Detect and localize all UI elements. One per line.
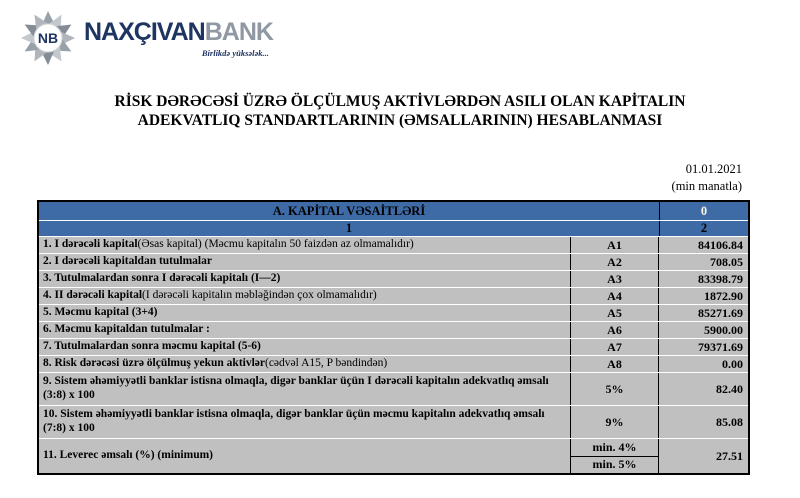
row-label-rest: (I dərəcəli kapitalın məbləğindən çox olmamalıdır) [142,289,377,302]
row-label [39,356,570,372]
table-row [39,322,748,338]
table-row [39,339,748,355]
report-meta [672,161,742,195]
page-title-line1: RİSK DƏRƏCƏSİ ÜZRƏ ÖLÇÜLMUŞ AKTİVLƏRDƏN ASILI OLAN KAPİTALIN [114,93,686,110]
table-row [39,356,748,372]
row-code: A8 [570,356,658,372]
bank-logo-text [84,20,273,58]
row-label [39,406,570,438]
row-label-rest: (Əsas kapital) (Məcmu kapitalın 50 faizdən az olmamalıdır) [137,238,414,251]
row-label [39,305,570,321]
bank-monogram: NB [37,30,59,46]
table-row-leverage [39,439,748,473]
page-title-line2: ADEKVATLIQ STANDARTLARININ (ƏMSALLARININ) HESABLANMASI [137,112,663,129]
row-value: 0.00 [658,356,748,372]
row-label-bold: 10. Sistem əhəmiyyətli banklar istisna olmaqla, digər banklar üçün məcmu kapitalın adekvatlıq əmsalı (7:8) x 100 [43,408,545,434]
column-number-left: 1 [345,221,353,235]
row-label [39,254,570,270]
bank-tagline: Birlikdə yüksələk... [201,48,269,58]
table-row [39,254,748,270]
row-code: 9% [570,406,658,438]
page-title [40,92,760,130]
row-code: A5 [570,305,658,321]
row-value: 79371.69 [658,339,748,355]
table-row [39,406,748,438]
section-header-label: A. KAPİTAL VƏSAİTLƏRİ [272,203,426,218]
report-date: 01.01.2021 [685,162,742,176]
section-header-code: 0 [659,202,748,220]
leverage-min-bottom: min. 5% [571,456,658,474]
table-row [39,237,748,253]
row-code: A2 [570,254,658,270]
row-label [39,237,570,253]
report-unit: (min manatla) [671,179,742,193]
leverage-min-top: min. 4% [592,439,637,454]
row-label-bold: 9. Sistem əhəmiyyətli banklar istisna olmaqla, digər banklar üçün I dərəcəli kapitalın adekvatlıq əmsalı (3:8) x 100 [43,375,549,401]
row-label [39,322,570,338]
row-label [39,339,570,355]
capital-table [37,200,750,475]
row-label-bold: 3. Tutulmalardan sonra I dərəcəli kapitalı (I—2) [43,272,281,285]
row-label-bold: 11. Leverec əmsalı (%) (minimum) [43,449,214,462]
row-value: 85271.69 [658,305,748,321]
row-label-bold: 2. I dərəcəli kapitaldan tutulmalar [43,255,212,268]
row-label-bold: 6. Məcmu kapitaldan tutulmalar : [43,323,210,336]
row-label [39,439,570,473]
bank-name-primary: NAXÇIVAN [84,18,205,46]
row-label-bold: 4. II dərəcəli kapital [43,289,143,302]
row-label-rest: (cədvəl A15, P bəndindən) [265,357,388,370]
row-value: 84106.84 [658,237,748,253]
table-section-header-row [39,202,748,220]
row-label-bold: 1. I dərəcəli kapital [43,238,138,251]
row-code: A6 [570,322,658,338]
row-value: 82.40 [658,373,748,405]
table-row [39,373,748,405]
row-label [39,288,570,304]
row-value: 27.51 [658,439,748,473]
row-code: A7 [570,339,658,355]
bank-logo [16,6,273,70]
row-code: A3 [570,271,658,287]
row-code: 5% [570,373,658,405]
row-code: A4 [570,288,658,304]
bank-name [84,20,273,45]
row-label [39,271,570,287]
row-label-bold: 8. Risk dərəcəsi üzrə ölçülmuş yekun aktivlər [43,357,265,370]
bank-name-secondary: BANK [204,18,273,46]
table-column-number-row [39,221,748,236]
leverage-minimums [570,439,658,473]
table-row [39,271,748,287]
bank-pinwheel-icon [16,6,80,70]
row-value: 85.08 [658,406,748,438]
row-label-bold: 5. Məcmu kapital (3+4) [43,306,158,319]
row-value: 708.05 [658,254,748,270]
row-value: 1872.90 [658,288,748,304]
row-value: 83398.79 [658,271,748,287]
table-row [39,305,748,321]
column-number-right: 2 [659,221,748,236]
row-label-bold: 7. Tutulmalardan sonra məcmu kapital (5-6) [43,340,261,353]
table-row [39,288,748,304]
row-value: 5900.00 [658,322,748,338]
row-code: A1 [570,237,658,253]
row-label [39,373,570,405]
